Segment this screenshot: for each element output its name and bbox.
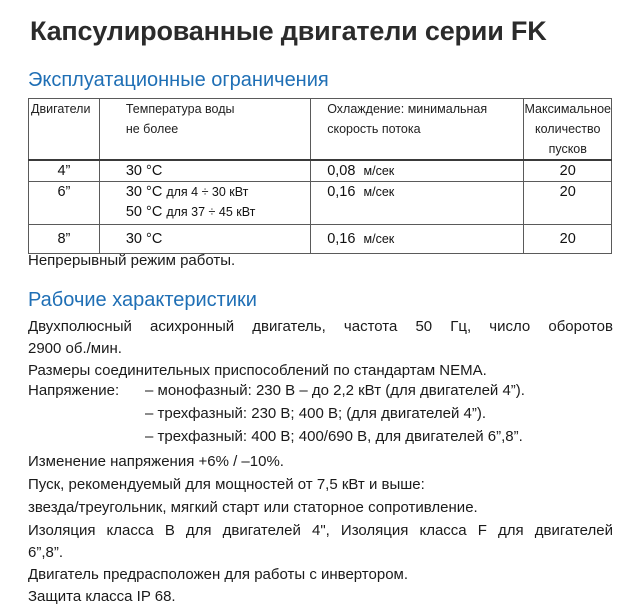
section-title-limits: Эксплуатационные ограничения bbox=[28, 69, 329, 91]
cell-temperature: 30 °C bbox=[99, 225, 310, 254]
start-line: Пуск, рекомендуемый для мощностей от 7,5 кВт и выше: bbox=[28, 476, 425, 493]
header-motor: Двигатели bbox=[29, 99, 100, 161]
table-row bbox=[29, 160, 612, 182]
voltage-item: – трехфазный: 400 В; 400/690 В, для двигателей 6”,8”. bbox=[145, 428, 523, 445]
cell-starts: 20 bbox=[524, 182, 612, 225]
header-cooling: Охлаждение: минимальная скорость потока bbox=[311, 99, 524, 161]
header-starts: Максимальное количество пусков bbox=[524, 99, 612, 161]
operating-mode-note: Непрерывный режим работы. bbox=[28, 252, 236, 269]
cell-cooling: 0,16 м/сек bbox=[311, 182, 524, 225]
insulation-line-cont: 6”,8”. bbox=[28, 544, 64, 561]
cell-cooling: 0,16 м/сек bbox=[311, 225, 524, 254]
voltage-item: – трехфазный: 230 В; 400 В; (для двигателей 4”). bbox=[145, 405, 487, 422]
cell-motor: 4” bbox=[29, 160, 100, 182]
cell-starts: 20 bbox=[524, 160, 612, 182]
cell-motor: 8” bbox=[29, 225, 100, 254]
voltage-label: Напряжение: bbox=[28, 382, 120, 399]
voltage-item: – монофазный: 230 В – до 2,2 кВт (для двигателей 4”). bbox=[145, 382, 525, 399]
page-title: Капсулированные двигатели серии FK bbox=[30, 16, 547, 46]
table-header-row bbox=[29, 99, 612, 161]
motor-speed-line: 2900 об./мин. bbox=[28, 340, 122, 357]
header-temperature: Температура воды не более bbox=[99, 99, 310, 161]
section-title-characteristics: Рабочие характеристики bbox=[28, 289, 257, 311]
voltage-variation-line: Изменение напряжения +6% / –10%. bbox=[28, 453, 284, 470]
cell-temperature: 30 °C bbox=[99, 160, 310, 182]
insulation-line: Изоляция класса B для двигателей 4", Изоляция класса F для двигателей bbox=[28, 522, 613, 539]
cell-temperature: 30 °C для 4 ÷ 30 кВт 50 °C для 37 ÷ 45 кВт bbox=[99, 182, 310, 225]
limits-table bbox=[28, 98, 612, 254]
inverter-line: Двигатель предрасположен для работы с инвертором. bbox=[28, 566, 409, 583]
nema-line: Размеры соединительных приспособлений по стандартам NEMA. bbox=[28, 362, 487, 379]
cell-cooling: 0,08 м/сек bbox=[311, 160, 524, 182]
cell-starts: 20 bbox=[524, 225, 612, 254]
motor-type-line: Двухполюсный асихронный двигатель, частота 50 Гц, число оборотов bbox=[28, 318, 613, 335]
table-row bbox=[29, 182, 612, 225]
cell-motor: 6” bbox=[29, 182, 100, 225]
start-methods-line: звезда/треугольник, мягкий старт или статорное сопротивление. bbox=[28, 499, 478, 516]
protection-line: Защита класса IP 68. bbox=[28, 588, 176, 605]
